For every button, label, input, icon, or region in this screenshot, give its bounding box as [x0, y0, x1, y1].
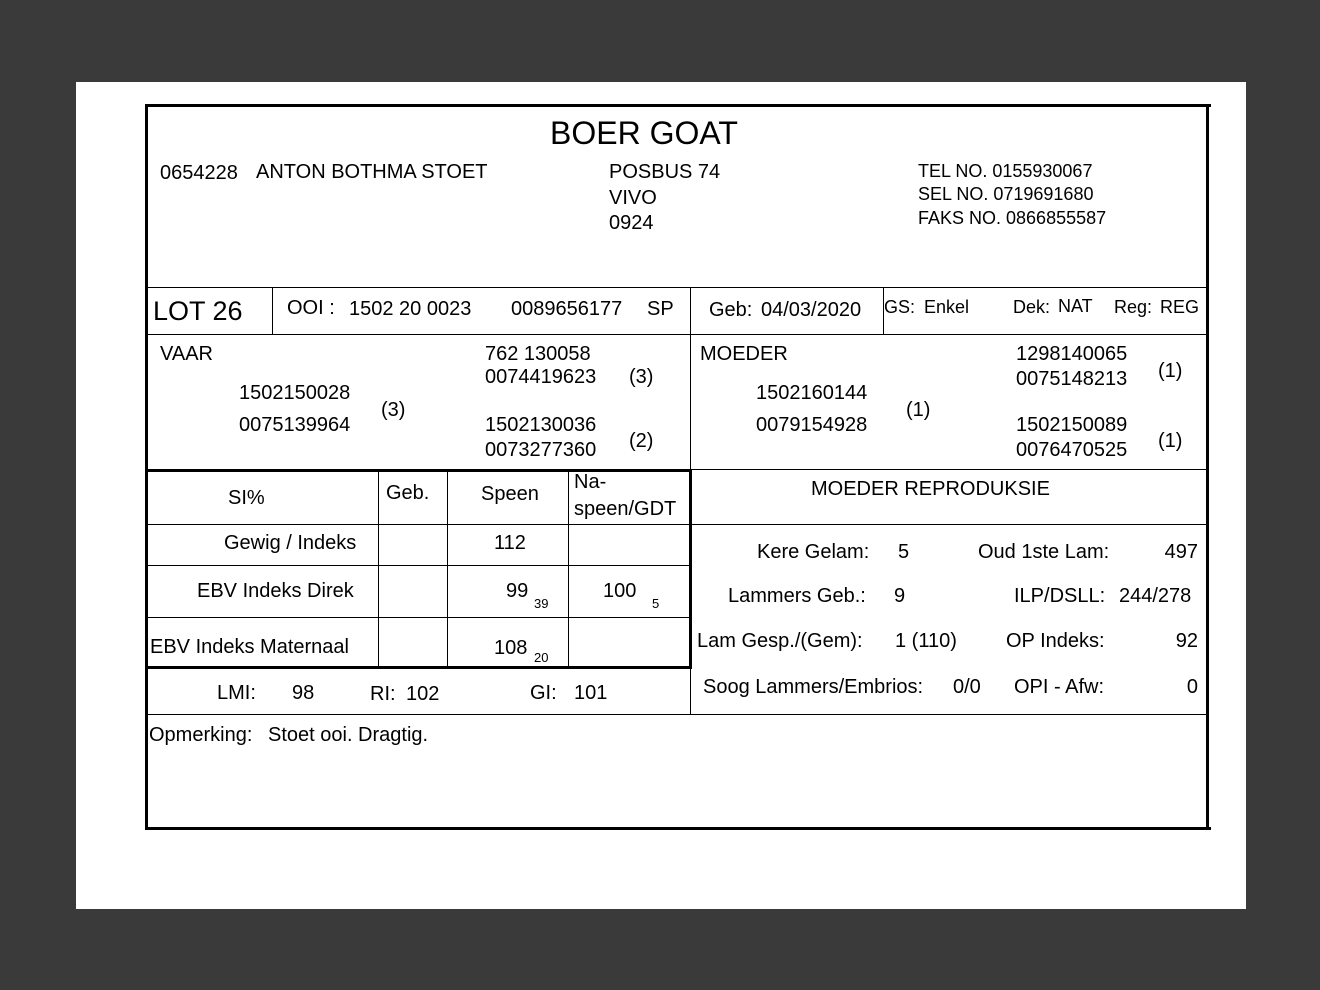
si-row-2-label: EBV Indeks Direk: [197, 580, 354, 602]
repro-opi-value: 0: [1186, 676, 1198, 698]
lot-label: LOT 26: [153, 296, 243, 326]
reg-label: Reg:: [1114, 297, 1153, 317]
si-col-1: [378, 469, 379, 667]
lmi-label: LMI:: [217, 682, 256, 704]
si-row-3-speen: 108: [494, 637, 528, 659]
gi-label: GI:: [530, 682, 557, 704]
repro-ilp-value: 244/278: [1119, 585, 1192, 607]
repro-opi-label: OPI - Afw:: [1014, 676, 1105, 698]
moeder-sire-id: 1298140065: [1016, 343, 1128, 365]
ooi-id: 1502 20 0023: [349, 298, 472, 320]
repro-lam-label: Lam Gesp./(Gem):: [697, 630, 863, 652]
divider-header: [147, 287, 1207, 288]
remark-text: Stoet ooi. Dragtig.: [268, 724, 429, 746]
vaar-dam-number: 0073277360: [485, 439, 597, 461]
repro-ilp-label: ILP/DSLL:: [1014, 585, 1106, 607]
vaar-number: 0075139964: [239, 414, 351, 436]
contact-tel: TEL NO. 0155930067: [918, 161, 1093, 181]
si-col-2: [447, 469, 448, 667]
gs-label: GS:: [884, 297, 916, 317]
breeder-code: 0654228: [160, 162, 238, 184]
repro-soog-value: 0/0: [953, 676, 981, 698]
vaar-sire-number: 0074419623: [485, 366, 597, 388]
repro-lammers-value: 9: [894, 585, 906, 607]
moeder-dam-grade: (1): [1158, 430, 1183, 452]
moeder-id: 1502160144: [756, 382, 868, 404]
vaar-dam-id: 1502130036: [485, 414, 597, 436]
repro-title-line: [690, 524, 1207, 525]
si-col-4: [689, 469, 692, 669]
repro-kere-label: Kere Gelam:: [757, 541, 870, 563]
repro-title: MOEDER REPRODUKSIE: [811, 478, 1050, 500]
ooi-label: OOI :: [287, 297, 335, 319]
dek-value: NAT: [1058, 296, 1093, 316]
card-border-bottom: [145, 827, 1211, 830]
si-header-naspeen-1: Na-: [574, 471, 607, 493]
si-header-label: SI%: [228, 487, 265, 509]
repro-oud-value: 497: [1164, 541, 1198, 563]
si-header-speen: Speen: [481, 483, 539, 505]
si-table-bottom: [147, 666, 692, 669]
repro-soog-label: Soog Lammers/Embrios:: [703, 676, 924, 698]
si-row-3-line: [147, 617, 692, 618]
address-line-3: 0924: [609, 212, 654, 234]
moeder-number: 0079154928: [756, 414, 868, 436]
vaar-grade: (3): [381, 399, 406, 421]
si-row-3-label: EBV Indeks Maternaal: [150, 636, 349, 658]
vaar-dam-grade: (2): [629, 430, 654, 452]
si-row-2-line: [147, 565, 692, 566]
divider-lot-row: [147, 334, 1207, 335]
remark-label: Opmerking:: [149, 724, 253, 746]
si-table-top: [147, 469, 692, 472]
vaar-sire-grade: (3): [629, 366, 654, 388]
si-header-naspeen-2: speen/GDT: [574, 498, 677, 520]
geb-label: Geb:: [709, 299, 753, 321]
contact-faks: FAKS NO. 0866855587: [918, 208, 1107, 228]
si-header-geb: Geb.: [386, 482, 430, 504]
gs-value: Enkel: [924, 297, 970, 317]
moeder-sire-number: 0075148213: [1016, 368, 1128, 390]
si-row-2-speen: 99: [506, 580, 529, 602]
si-row-2-naspeen-sub: 5: [652, 596, 660, 611]
vaar-id: 1502150028: [239, 382, 351, 404]
ri-value: 102: [406, 683, 440, 705]
ooi-number: 0089656177: [511, 298, 623, 320]
si-row-1-label: Gewig / Indeks: [224, 532, 357, 554]
si-row-2-speen-sub: 39: [534, 596, 549, 611]
repro-top: [690, 469, 1207, 470]
si-col-3: [568, 469, 569, 667]
si-row-3-speen-sub: 20: [534, 650, 549, 665]
card-title: BOER GOAT: [550, 115, 738, 151]
card-border-right: [1206, 104, 1209, 830]
divider-lot-v1: [272, 287, 273, 334]
contact-sel: SEL NO. 0719691680: [918, 184, 1094, 204]
repro-lam-value: 1 (110): [895, 630, 957, 652]
si-row-1-speen: 112: [494, 532, 526, 554]
moeder-dam-number: 0076470525: [1016, 439, 1128, 461]
moeder-dam-id: 1502150089: [1016, 414, 1128, 436]
address-line-1: POSBUS 74: [609, 161, 721, 183]
repro-kere-value: 5: [898, 541, 910, 563]
reg-value: REG: [1160, 297, 1200, 317]
si-row-2-naspeen: 100: [603, 580, 637, 602]
si-row-1-line: [147, 524, 692, 525]
vaar-sire-id: 762 130058: [485, 343, 591, 365]
ooi-code: SP: [647, 298, 674, 320]
ri-label: RI:: [370, 683, 396, 705]
moeder-sire-grade: (1): [1158, 360, 1183, 382]
lmi-value: 98: [292, 682, 315, 704]
moeder-label: MOEDER: [700, 343, 788, 365]
moeder-grade: (1): [906, 399, 931, 421]
divider-lmi-row: [147, 714, 1207, 715]
dek-label: Dek:: [1013, 297, 1051, 317]
breeder-name: ANTON BOTHMA STOET: [256, 161, 488, 183]
address-line-2: VIVO: [609, 187, 657, 209]
repro-op-label: OP Indeks:: [1006, 630, 1105, 652]
repro-op-value: 92: [1175, 630, 1198, 652]
gi-value: 101: [574, 682, 608, 704]
vaar-label: VAAR: [160, 343, 213, 365]
card-border-left: [145, 104, 148, 830]
repro-oud-label: Oud 1ste Lam:: [978, 541, 1110, 563]
repro-lammers-label: Lammers Geb.:: [728, 585, 866, 607]
card-border-top: [145, 104, 1211, 107]
geb-value: 04/03/2020: [761, 299, 862, 321]
